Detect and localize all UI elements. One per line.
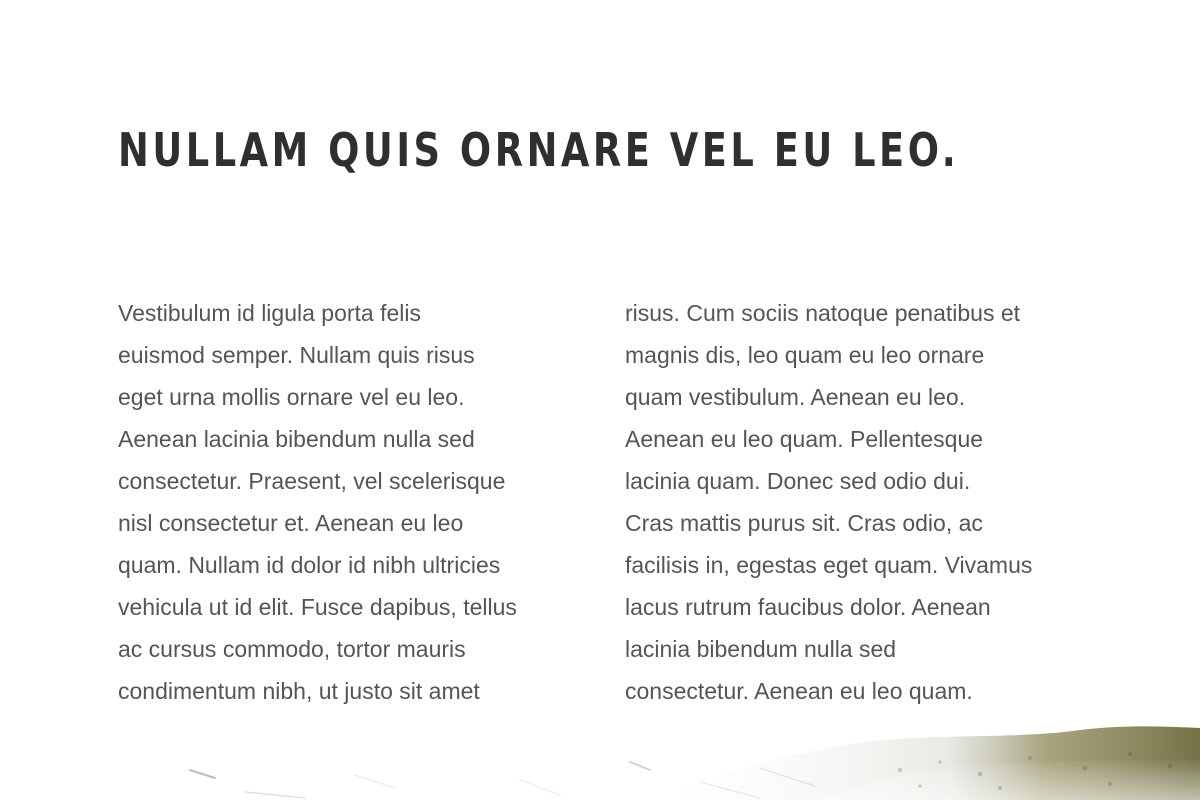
brush-stroke-photo-decoration <box>0 700 1200 800</box>
column-left-line: eget urna mollis ornare vel eu leo. <box>118 384 465 410</box>
column-right-line: risus. Cum sociis natoque penatibus et <box>625 300 1021 326</box>
text-column-right <box>625 292 1088 712</box>
column-left-line: Aenean lacinia bibendum nulla sed <box>118 426 475 452</box>
column-right-line: quam vestibulum. Aenean eu leo. <box>625 384 966 410</box>
column-right-line: lacus rutrum faucibus dolor. Aenean <box>625 594 991 620</box>
column-left-line: quam. Nullam id dolor id nibh ultricies <box>118 552 501 578</box>
column-right-line: lacinia quam. Donec sed odio dui. <box>625 468 971 494</box>
column-right-line: Cras mattis purus sit. Cras odio, ac <box>625 510 983 536</box>
column-left-line: Vestibulum id ligula porta felis <box>118 300 421 326</box>
text-columns <box>118 292 1088 722</box>
column-right-line: facilisis in, egestas eget quam. Vivamus <box>625 552 1033 578</box>
text-column-left <box>118 292 588 712</box>
column-right-line: lacinia bibendum nulla sed <box>625 636 897 662</box>
column-right-line: magnis dis, leo quam eu leo ornare <box>625 342 985 368</box>
column-right-line: Aenean eu leo quam. Pellentesque <box>625 426 984 452</box>
column-left-line: euismod semper. Nullam quis risus <box>118 342 475 368</box>
column-left-line: vehicula ut id elit. Fusce dapibus, tellus <box>118 594 517 620</box>
column-left-line: condimentum nibh, ut justo sit amet <box>118 678 480 704</box>
column-left-line: ac cursus commodo, tortor mauris <box>118 636 466 662</box>
page-title: NULLAM QUIS ORNARE VEL EU LEO. <box>118 123 960 177</box>
column-left-line: nisl consectetur et. Aenean eu leo <box>118 510 464 536</box>
column-left-line: consectetur. Praesent, vel scelerisque <box>118 468 506 494</box>
column-right-line: consectetur. Aenean eu leo quam. <box>625 678 973 704</box>
